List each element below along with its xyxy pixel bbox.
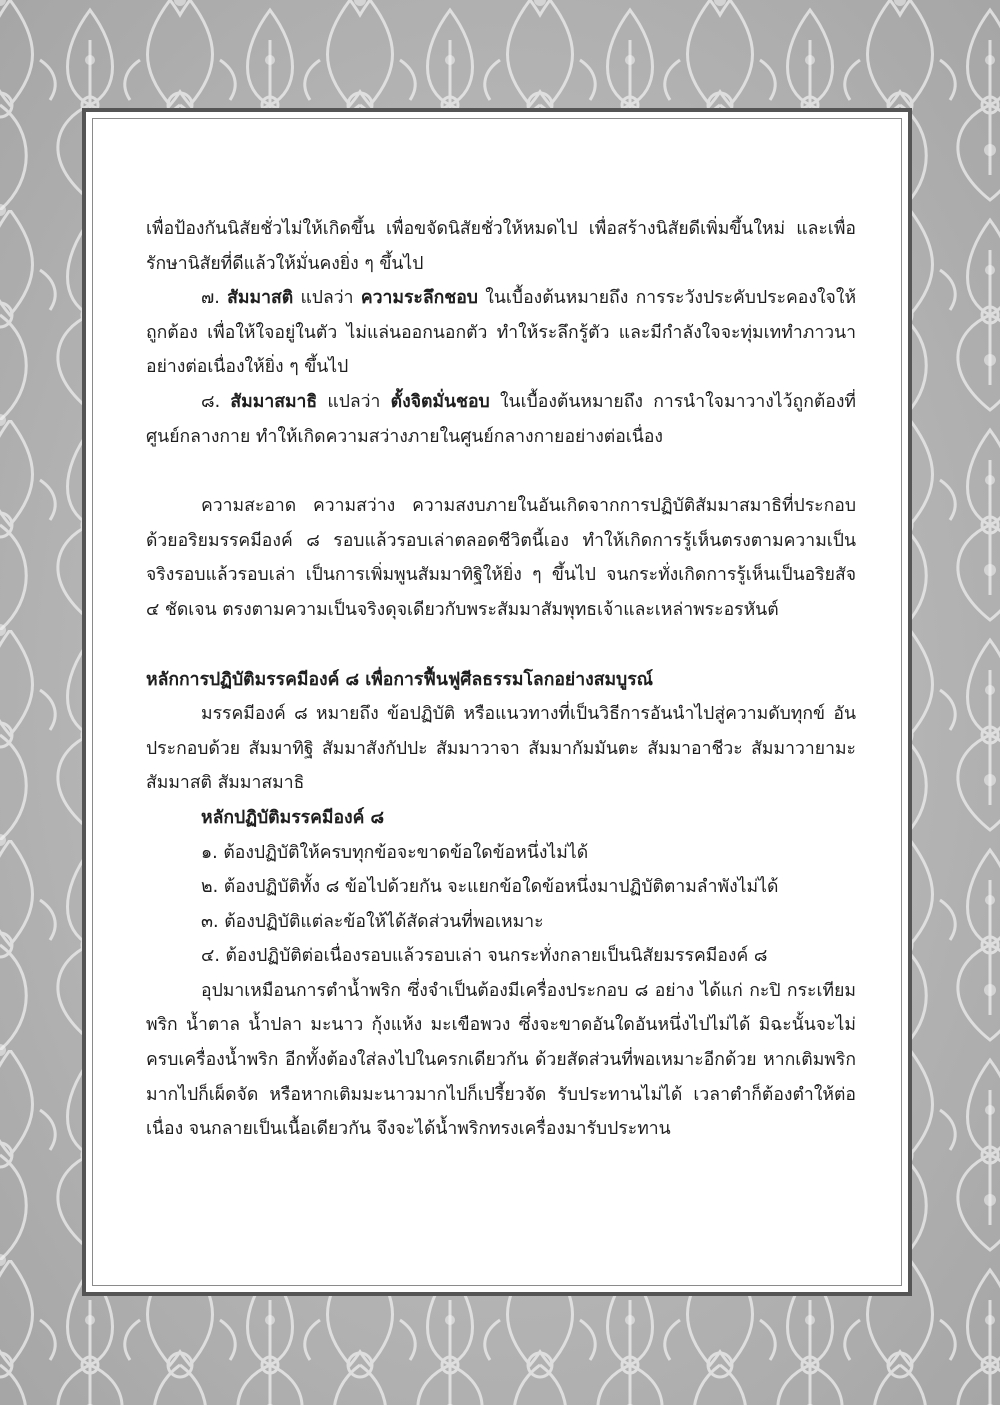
item-7-translates: แปลว่า	[300, 288, 354, 309]
item-8-translates: แปลว่า	[327, 391, 381, 412]
item-8-samma-samadhi	[146, 385, 856, 454]
rule-item: ๓. ต้องปฏิบัติแต่ละข้อให้ได้สัดส่วนที่พอเหมาะ	[201, 911, 544, 932]
rule-item: ๒. ต้องปฏิบัติทั้ง ๘ ข้อไปด้วยกัน จะแยกข้อใดข้อหนึ่งมาปฏิบัติตามลำพังไม่ได้	[201, 877, 779, 898]
item-7-number: ๗.	[201, 288, 220, 309]
item-8-description: ในเบื้องต้นหมายถึง การนำใจมาวางไว้ถูกต้องที่ศูนย์กลางกาย ทำให้เกิดความสว่างภายในศูนย์กลางกายอย่างต่อเนื่อง	[146, 391, 857, 447]
sub-heading: หลักปฏิบัติมรรคมีองค์ ๘	[201, 807, 385, 828]
item-8-term: สัมมาสมาธิ	[230, 391, 318, 412]
paragraph-definition: มรรคมีองค์ ๘ หมายถึง ข้อปฏิบัติ หรือแนวทางที่เป็นวิธีการอันนำไปสู่ความดับทุกข์ อันประกอบด้วย สัมมาทิฐิ สัมมาสังกัปปะ สัมมาวาจา สัมมากัมมันตะ สัมมาอาชีวะ สัมมาวายามะ สัมมาสติ สัมมาสมาธิ	[146, 704, 856, 794]
paragraph-analogy: อุปมาเหมือนการตำน้ำพริก ซึ่งจำเป็นต้องมีเครื่องประกอบ ๘ อย่าง ได้แก่ กะปิ กระเทียม พริก น้ำตาล น้ำปลา มะนาว กุ้งแห้ง มะเขือพวง ซึ่งจะขาดอันใดอันหนึ่งไปไม่ได้ มิฉะนั้นจะไม่ครบเครื่องน้ำพริก อีกทั้งต้องใส่ลงไปในครกเดียวกัน ด้วยสัดส่วนที่พอเหมาะอีกด้วย หากเติมพริกมากไปก็เผ็ดจัด หรือหากเติมมะนาวมากไปก็เปรี้ยวจัด รับประทานไม่ได้ เวลาตำก็ต้องตำให้ต่อเนื่อง จนกลายเป็นเนื้อเดียวกัน จึงจะได้น้ำพริกทรงเครื่องมารับประทาน	[146, 980, 856, 1140]
document-body	[146, 212, 856, 1147]
item-7-description: ในเบื้องต้นหมายถึง การระวังประคับประคองใจให้ถูกต้อง เพื่อให้ใจอยู่ในตัว ไม่แล่นออกนอกตัว ทำให้ระลึกรู้ตัว และมีกำลังใจจะทุ่มเททำภาวนาอย่างต่อเนื่องให้ยิ่ง ๆ ขึ้นไป	[146, 288, 857, 378]
item-7-samma-sati	[146, 281, 856, 385]
item-7-meaning: ความระลึกชอบ	[360, 288, 478, 309]
rule-item: ๔. ต้องปฏิบัติต่อเนื่องรอบแล้วรอบเล่า จนกระทั่งกลายเป็นนิสัยมรรคมีองค์ ๘	[201, 946, 768, 967]
item-8-number: ๘.	[201, 391, 221, 412]
paragraph-summary: ความสะอาด ความสว่าง ความสงบภายในอันเกิดจากการปฏิบัติสัมมาสมาธิที่ประกอบด้วยอริยมรรคมีองค์ ๘ รอบแล้วรอบเล่าตลอดชีวิตนี้เอง ทำให้เกิดการรู้เห็นตรงตามความเป็นจริงรอบแล้วรอบเล่า เป็นการเพิ่มพูนสัมมาทิฐิให้ยิ่ง ๆ ขึ้นไป จนกระทั่งเกิดการรู้เห็นเป็นอริยสัจ ๔ ชัดเจน ตรงตามความเป็นจริงดุจเดียวกับพระสัมมาสัมพุทธเจ้าและเหล่าพระอรหันต์	[146, 496, 856, 620]
item-7-term: สัมมาสติ	[227, 288, 294, 309]
paragraph-intro: เพื่อป้องกันนิสัยชั่วไม่ให้เกิดขึ้น เพื่อขจัดนิสัยชั่วให้หมดไป เพื่อสร้างนิสัยดีเพิ่มขึ้นใหม่ และเพื่อรักษานิสัยที่ดีแล้วให้มั่นคงยิ่ง ๆ ขึ้นไป	[146, 219, 856, 274]
section-heading: หลักการปฏิบัติมรรคมีองค์ ๘ เพื่อการฟื้นฟูศีลธรรมโลกอย่างสมบูรณ์	[146, 669, 653, 690]
item-8-meaning: ตั้งจิตมั่นชอบ	[390, 391, 490, 412]
rule-item: ๑. ต้องปฏิบัติให้ครบทุกข้อจะขาดข้อใดข้อหนึ่งไม่ได้	[201, 842, 589, 863]
